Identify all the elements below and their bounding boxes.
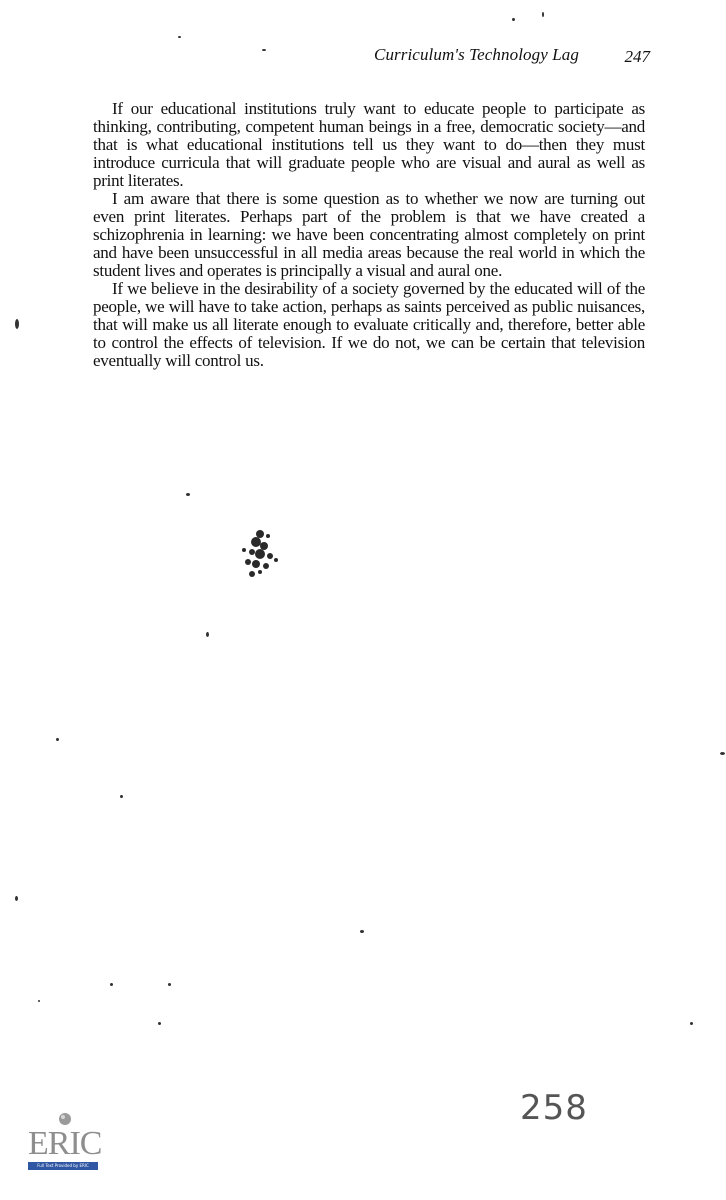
scan-speck [38,1000,40,1002]
ink-blot-artifact [232,520,290,584]
page-number: 247 [624,47,650,66]
paragraph-1: If our educational institutions truly want to educate people to participate as thinking, contributing, competent human beings in a free, democratic society—and that is what educational institutions tell us they want to do—then they must introduce curricula that will graduate people who are visual and aural as well as print literates. [93,99,645,190]
scan-speck [690,1022,693,1025]
scan-speck [262,49,266,51]
scan-speck [168,983,171,986]
scan-speck [158,1022,161,1025]
sheet-number: 258 [520,1088,588,1128]
eric-logo [28,1112,100,1172]
scan-speck [206,632,209,637]
scan-speck [15,319,19,329]
eric-logo-wordmark: ERIC [28,1125,102,1162]
running-head [370,40,650,70]
scan-speck [178,36,181,38]
scan-speck [512,18,515,21]
scan-speck [110,983,113,986]
running-title: Curriculum's Technology Lag [374,45,579,64]
eric-logo-caption: Full Text Provided by ERIC [28,1162,98,1170]
scan-speck [15,896,18,901]
scan-speck [186,493,190,496]
paragraph-3: If we believe in the desirability of a society governed by the educated will of the people, we will have to take action, perhaps as saints perceived as public nuisances, that will make us all literate enough to evaluate critically and, therefore, better able to control the effects of television. If we do not, we can be certain that television eventually will control us. [93,279,645,370]
scan-speck [120,795,123,798]
paragraph-2: I am aware that there is some question as to whether we now are turning out even print literates. Perhaps part of the problem is that we have created a schizophrenia in learning: we have been concentrating almost completely on print and have been unsuccessful in all media areas because the real world in which the student lives and operates is principally a visual and aural one. [93,189,645,280]
scan-speck [56,738,59,741]
scan-speck [542,12,544,17]
scan-speck [360,930,364,933]
scan-speck [720,752,725,755]
body-text [93,100,645,370]
